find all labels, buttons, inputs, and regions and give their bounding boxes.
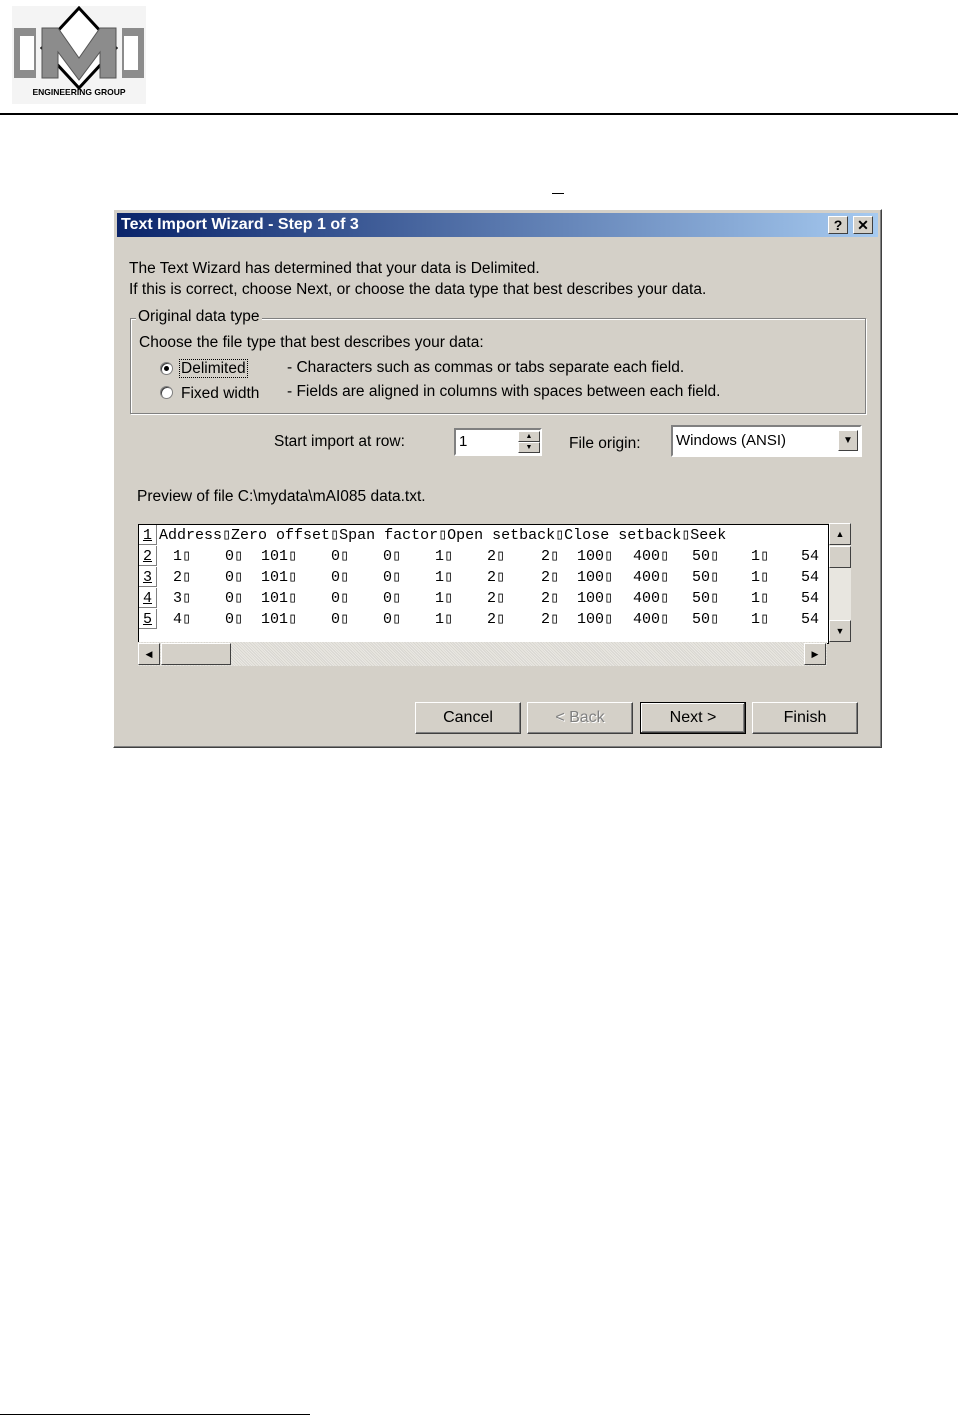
delimited-option[interactable] <box>180 360 247 378</box>
preview-data-row <box>139 567 828 588</box>
preview-cell: 54 <box>801 611 820 628</box>
file-origin-select[interactable] <box>671 425 862 457</box>
preview-cell: 0▯ <box>382 569 401 586</box>
preview-cell: 2▯ <box>486 548 505 565</box>
preview-cell: 400▯ <box>632 548 669 565</box>
close-button[interactable] <box>853 216 873 234</box>
preview-cell: 0▯ <box>330 548 349 565</box>
text-import-wizard-dialog <box>113 209 882 748</box>
preview-cell: 54 <box>801 590 820 607</box>
preview-cell: 100▯ <box>576 548 613 565</box>
preview-cell: 50▯ <box>691 569 719 586</box>
next-button[interactable]: Next > <box>640 702 746 734</box>
preview-cell: 2▯ <box>486 569 505 586</box>
preview-grid[interactable] <box>138 524 829 644</box>
fixed-width-radio[interactable] <box>160 386 173 399</box>
row-number: 4 <box>139 588 157 608</box>
preview-cell: 4▯ <box>172 611 191 628</box>
fixed-width-description: - Fields are aligned in columns with spaces between each field. <box>287 383 721 400</box>
preview-cell: 1▯ <box>434 569 453 586</box>
scroll-down-icon: ▼ <box>835 626 845 636</box>
spin-down-icon: ▼ <box>525 444 533 451</box>
preview-cell: 100▯ <box>576 611 613 628</box>
preview-cell: 0▯ <box>224 590 243 607</box>
preview-data-row <box>139 609 828 630</box>
back-button[interactable]: < Back <box>527 702 633 734</box>
row-number: 1 <box>139 525 157 545</box>
preview-cell: 101▯ <box>260 611 297 628</box>
preview-header-row <box>139 525 828 546</box>
preview-cell: 101▯ <box>260 590 297 607</box>
spin-up-button[interactable] <box>518 431 540 442</box>
small-underline-mark <box>552 193 564 194</box>
logo-mark-icon <box>12 6 146 104</box>
preview-horizontal-scrollbar[interactable] <box>138 642 827 666</box>
preview-cell: 0▯ <box>224 569 243 586</box>
preview-cell: 54 <box>801 569 820 586</box>
preview-cell: 1▯ <box>750 569 769 586</box>
preview-cell: 1▯ <box>750 548 769 565</box>
scroll-left-icon: ◀ <box>145 649 153 659</box>
scroll-left-button[interactable] <box>138 643 160 665</box>
scroll-down-button[interactable] <box>829 620 851 642</box>
dropdown-arrow-icon: ▼ <box>843 435 853 446</box>
preview-cell: 50▯ <box>691 548 719 565</box>
preview-cell: 100▯ <box>576 590 613 607</box>
group-legend: Original data type <box>138 308 260 325</box>
header-divider <box>0 113 958 115</box>
intro-text-line1: The Text Wizard has determined that your data is Delimited. <box>129 260 540 277</box>
spin-up-icon: ▲ <box>525 433 533 440</box>
row-number: 3 <box>139 567 157 587</box>
preview-cell: 1▯ <box>750 590 769 607</box>
help-icon: ? <box>833 217 843 233</box>
preview-data-row <box>139 546 828 567</box>
preview-cell: 1▯ <box>434 548 453 565</box>
preview-header-text: Address▯Zero offset▯Span factor▯Open setback▯Close setback▯Seek <box>159 527 727 544</box>
preview-cell: 101▯ <box>260 548 297 565</box>
preview-cell: 400▯ <box>632 611 669 628</box>
preview-data-row <box>139 588 828 609</box>
delimited-description: - Characters such as commas or tabs separate each field. <box>287 359 685 376</box>
start-row-field[interactable] <box>454 428 542 456</box>
scroll-right-button[interactable] <box>804 643 826 665</box>
preview-label: Preview of file C:\mydata\mAI085 data.txt. <box>137 488 426 505</box>
preview-cell: 3▯ <box>172 590 191 607</box>
preview-cell: 0▯ <box>382 611 401 628</box>
preview-cell: 2▯ <box>172 569 191 586</box>
preview-cell: 0▯ <box>224 611 243 628</box>
file-origin-dropdown-button[interactable] <box>838 430 858 451</box>
row-number: 5 <box>139 609 157 629</box>
scroll-up-icon: ▲ <box>835 529 845 539</box>
file-origin-label: File origin: <box>569 435 641 452</box>
preview-cell: 2▯ <box>540 590 559 607</box>
preview-cell: 1▯ <box>750 611 769 628</box>
preview-cell: 2▯ <box>486 611 505 628</box>
preview-cell: 0▯ <box>330 590 349 607</box>
preview-cell: 2▯ <box>540 569 559 586</box>
preview-cell: 1▯ <box>434 611 453 628</box>
spin-down-button[interactable] <box>518 442 540 453</box>
preview-cell: 1▯ <box>434 590 453 607</box>
footnote-divider <box>0 1414 310 1415</box>
scroll-thumb-horizontal[interactable] <box>161 643 231 665</box>
scroll-right-icon: ▶ <box>811 649 819 659</box>
scroll-up-button[interactable] <box>829 523 851 545</box>
preview-cell: 0▯ <box>382 548 401 565</box>
preview-cell: 101▯ <box>260 569 297 586</box>
intro-text-line2: If this is correct, choose Next, or choose the data type that best describes your data. <box>129 281 707 298</box>
delimited-radio[interactable] <box>160 362 173 375</box>
close-icon: ✕ <box>857 217 869 233</box>
delimited-label: Delimited <box>181 360 246 377</box>
preview-cell: 2▯ <box>486 590 505 607</box>
preview-vertical-scrollbar[interactable] <box>829 523 851 642</box>
preview-cell: 54 <box>801 548 820 565</box>
company-logo <box>12 6 146 104</box>
cancel-button[interactable]: Cancel <box>415 702 521 734</box>
start-row-label: Start import at row: <box>274 433 405 450</box>
preview-cell: 0▯ <box>330 569 349 586</box>
preview-cell: 2▯ <box>540 548 559 565</box>
preview-cell: 400▯ <box>632 569 669 586</box>
preview-cell: 0▯ <box>330 611 349 628</box>
radio-selected-icon <box>164 366 169 371</box>
preview-cell: 1▯ <box>172 548 191 565</box>
preview-cell: 2▯ <box>540 611 559 628</box>
preview-cell: 50▯ <box>691 590 719 607</box>
file-origin-value: Windows (ANSI) <box>676 432 787 449</box>
finish-button[interactable]: Finish <box>752 702 858 734</box>
preview-cell: 50▯ <box>691 611 719 628</box>
row-number: 2 <box>139 546 157 566</box>
dialog-title: Text Import Wizard - Step 1 of 3 <box>121 216 359 233</box>
start-row-value: 1 <box>459 433 468 450</box>
preview-cell: 0▯ <box>382 590 401 607</box>
preview-cell: 100▯ <box>576 569 613 586</box>
group-prompt: Choose the file type that best describes your data: <box>139 334 484 351</box>
fixed-width-label[interactable]: Fixed width <box>181 385 260 402</box>
scroll-thumb-vertical[interactable] <box>829 546 851 568</box>
preview-cell: 400▯ <box>632 590 669 607</box>
help-button[interactable] <box>828 216 848 234</box>
preview-cell: 0▯ <box>224 548 243 565</box>
dialog-titlebar[interactable] <box>117 213 878 237</box>
logo-caption: ENGINEERING GROUP <box>32 87 126 97</box>
